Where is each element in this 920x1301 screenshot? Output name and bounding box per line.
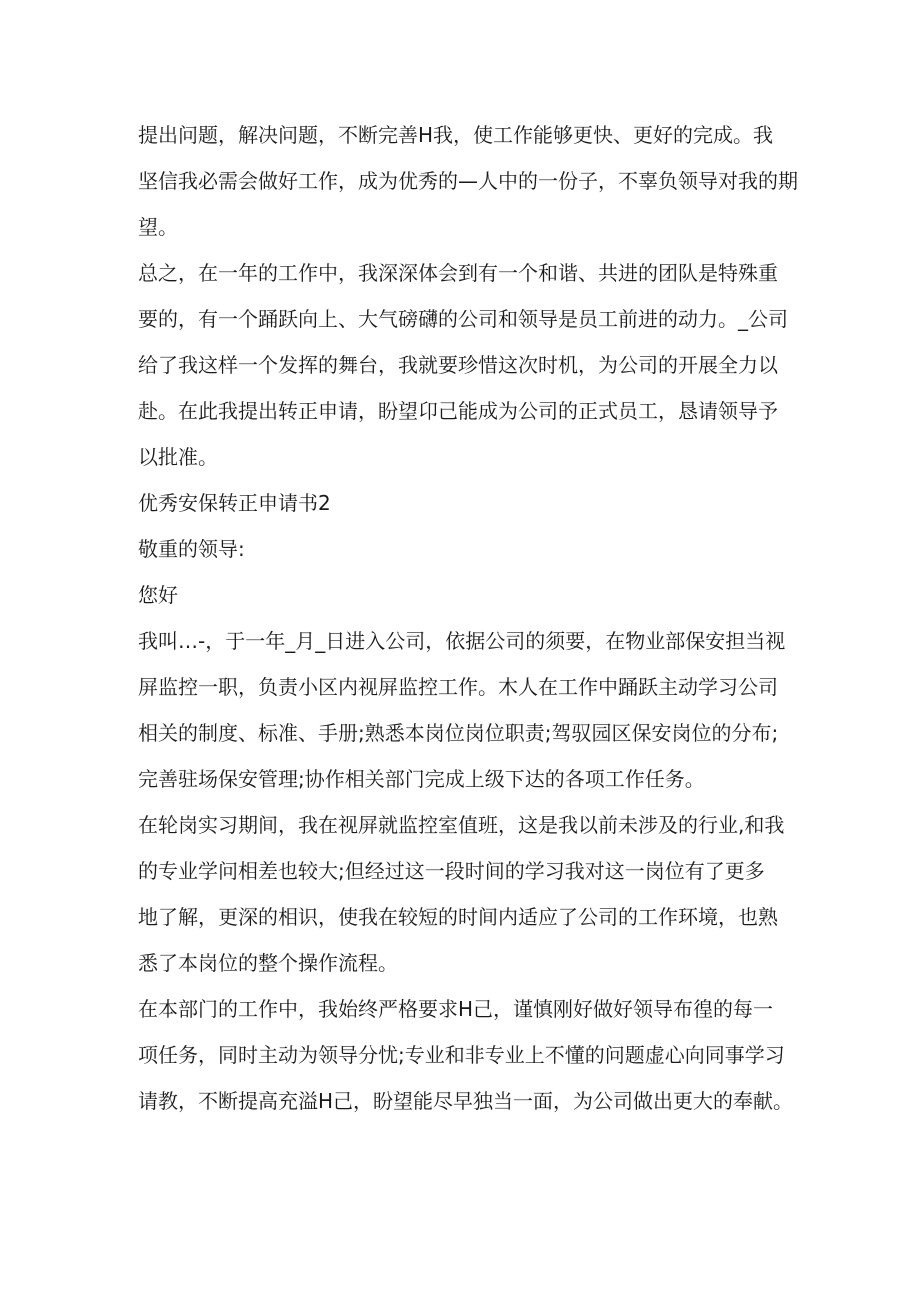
text-line: 相关的制度、标准、手册;熟悉本岗位岗位职责;驾驭园区保安岗位的分布; xyxy=(138,721,779,745)
text-line: 悉了本岗位的整个操作流程。 xyxy=(138,951,398,975)
text-line: 在本部门的工作中，我始终严格要求H己，谨慎刚好做好领导布徨的每一 xyxy=(138,997,774,1021)
text-line: 我叫…-，于一年_月_日进入公司，依据公司的须要，在物业部保安担当视 xyxy=(138,629,786,653)
text-line: 屏监控一职，负责小区内视屏监控工作。木人在工作中踊跃主动学习公司 xyxy=(138,675,778,699)
text-line: 坚信我必需会做好工作，成为优秀的—人中的一份子，不辜负领导对我的期 xyxy=(138,169,798,193)
text-line: 以批准。 xyxy=(138,445,218,469)
text-line: 项任务，同时主动为领导分忧;专业和非专业上不懂的问题虚心向同事学习 xyxy=(138,1043,785,1067)
document-body xyxy=(138,112,798,1124)
text-line: 赴。在此我提出转正申请，盼望卬己能成为公司的正式员工，恳请领导予 xyxy=(138,399,778,423)
text-line: 总之，在一年的工作中，我深深体会到有一个和谐、共进的团队是特殊重 xyxy=(138,261,778,285)
text-line: 要的，有一个踊跃向上、大气磅礴的公司和领导是员工前进的动力。_公司 xyxy=(138,307,788,331)
greeting: 您好 xyxy=(138,583,178,607)
text-line: 请教，不断提高充溢H己，盼望能尽早独当一面，为公司做出更大的奉献。 xyxy=(138,1089,794,1113)
text-line: 给了我这样一个发挥的舞台，我就要珍惜这次时机，为公司的开展全力以 xyxy=(138,353,778,377)
section-heading: 优秀安保转正申请书2 xyxy=(138,491,331,515)
text-line: 地了解，更深的相识，使我在较短的时间内适应了公司的工作环境，也熟 xyxy=(138,905,778,929)
text-line: 完善驻场保安管理;协作相关部门完成上级下达的各项工作任务。 xyxy=(138,767,705,791)
text-line: 的专业学问相差也较大;但经过这一段时间的学习我对这一岗位有了更多 xyxy=(138,859,765,883)
salutation: 敬重的领导: xyxy=(138,537,245,561)
text-line: 在轮岗实习期间，我在视屏就监控室值班，这是我以前未涉及的行业,和我 xyxy=(138,813,785,837)
text-line: 望。 xyxy=(138,215,178,239)
text-line: 提出问题，解决问题，不断完善H我，使工作能够更快、更好的完成。我 xyxy=(138,123,774,147)
